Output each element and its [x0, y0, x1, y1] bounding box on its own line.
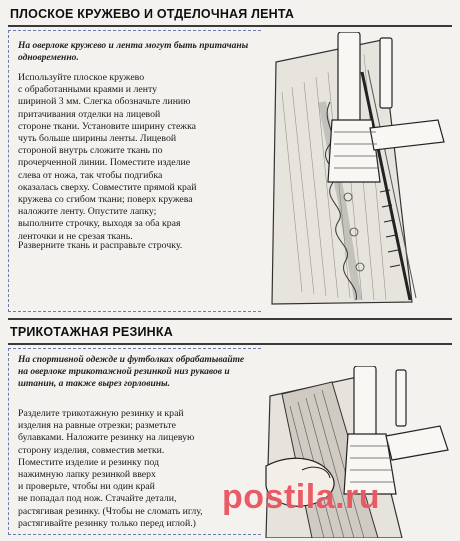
- site-watermark: postila.ru: [222, 478, 381, 516]
- section-intro: На спортивной одежде и футболках обрабатывайте на оверлоке трикотажной резинкой низ рукавов и штанин, а также вырез горловины.: [18, 355, 245, 389]
- section-body-final-step: Разверните ткань и расправьте строчку.: [18, 240, 183, 251]
- serger-lace-illustration: [262, 32, 456, 314]
- title-rule: [8, 343, 452, 345]
- section-divider: [8, 318, 452, 320]
- title-rule: [8, 25, 452, 27]
- section-intro: На оверлоке кружево и лента могут быть притачаны одновременно.: [18, 41, 249, 63]
- section-title: ПЛОСКОЕ КРУЖЕВО И ОТДЕЛОЧНАЯ ЛЕНТА: [10, 7, 295, 21]
- section-title: ТРИКОТАЖНАЯ РЕЗИНКА: [10, 325, 173, 339]
- section-body-instructions: Используйте плоское кружево с обработанными краями и ленту шириной 3 мм. Слегка обозначьте линию притачивания отделки на лицевой стороне ткани. Установите ширину стежка чуть больше ширины ленты. Лицевой стороной внутрь сложите ткань по прочерченной линии. Поместите изделие слева от ножа, так чтобы подгибка оказалась сверху. Совместите прямой край кружева со сгибом ткани; поверх кружева наложите ленту. Опустите лапку; выполните строчку, выходя за оба края ленточки и не срезая ткань.: [18, 72, 197, 242]
- section-body-instructions: Разделите трикотажную резинку и край изделия на равные отрезки; разметьте булавками. Наложите резинку на лицевую сторону изделия, совместив метки. Поместите изделие и резинку под нажимную лапку резинкой вверх и проверьте, чтобы ни один край не попадал под нож. Стачайте детали, растягивая резинку. (Чтобы не сломать иглу, растягивайте резинку только перед иглой.): [18, 408, 203, 529]
